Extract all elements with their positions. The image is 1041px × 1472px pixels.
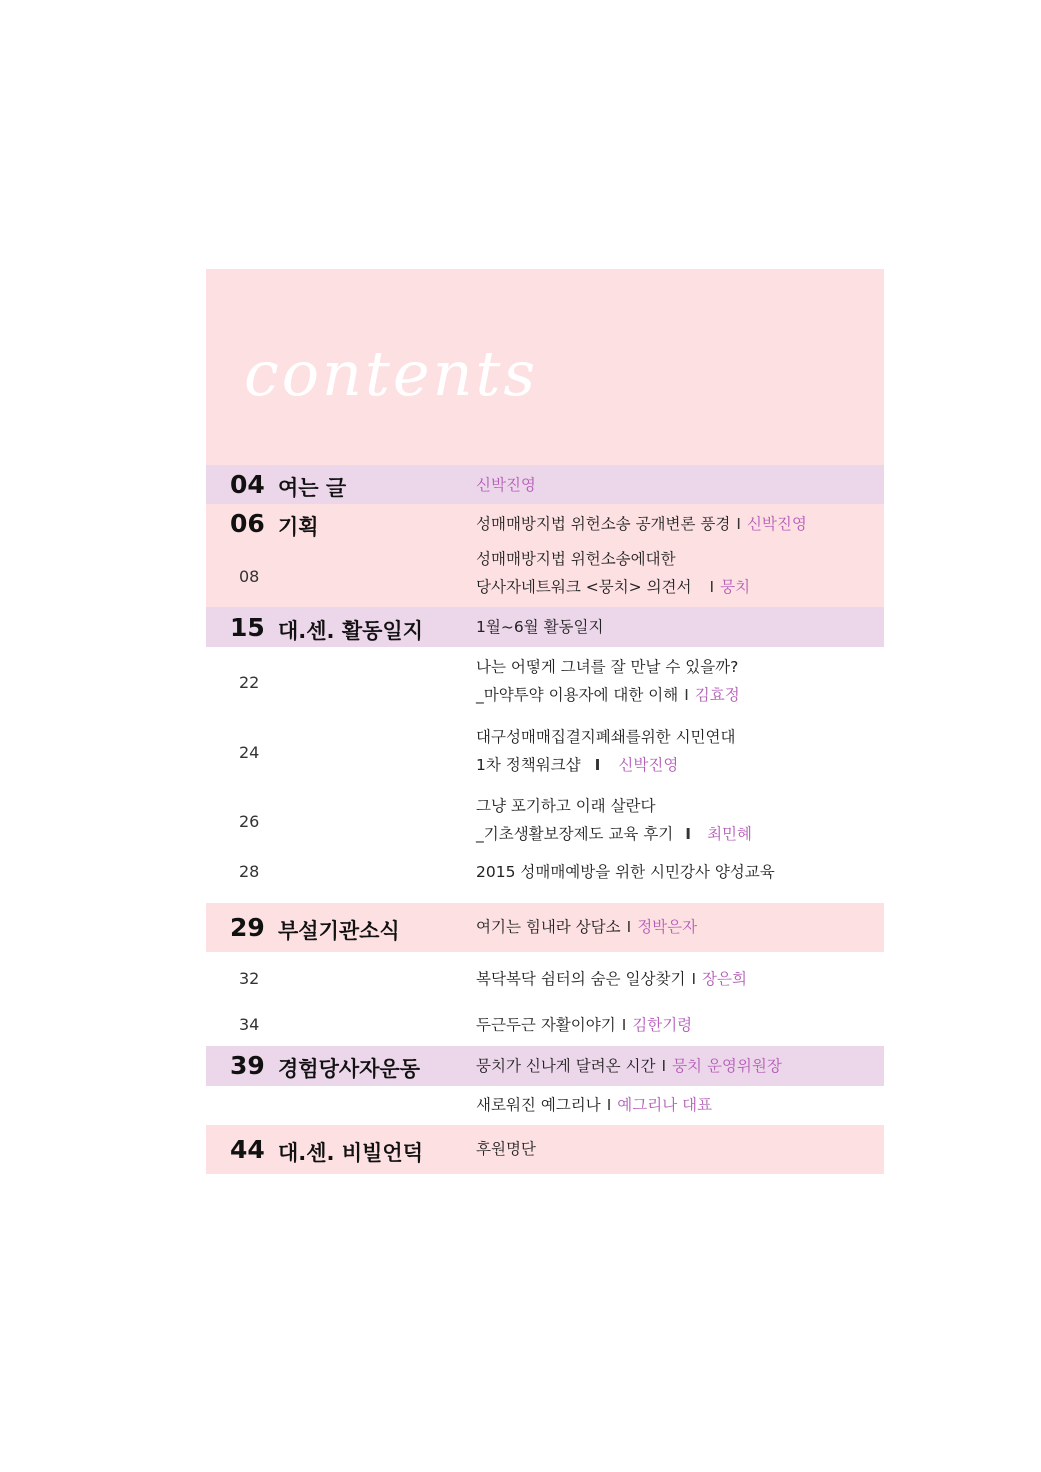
contents-title: contents	[244, 337, 539, 410]
entry-text: 1월~6월 활동일지	[476, 618, 604, 636]
toc-row-15[interactable]	[206, 607, 884, 647]
toc-row-44[interactable]	[206, 1125, 884, 1174]
entry-text: 그냥 포기하고 이래 살란다	[476, 797, 656, 815]
toc-row-04[interactable]	[206, 465, 884, 504]
separator: I	[709, 578, 715, 596]
separator: I	[594, 756, 601, 774]
separator: I	[685, 825, 692, 843]
entry-text: 복닥복닥 쉼터의 숨은 일상찾기	[476, 970, 686, 988]
section-title: 대.센. 비빌언덕	[278, 1141, 423, 1165]
entry-lines	[476, 792, 752, 848]
entry-lines	[476, 1011, 692, 1039]
toc-row-34[interactable]	[206, 1002, 884, 1046]
entry-author: 뭉치 운영위원장	[672, 1057, 782, 1075]
entry-text: 새로워진 예그리나	[476, 1096, 601, 1114]
toc-row-22[interactable]	[206, 647, 884, 717]
section-title: 대.센. 활동일지	[278, 619, 423, 643]
entry-text: 1차 정책워크샵	[476, 756, 581, 774]
contents-header	[206, 269, 884, 465]
separator: I	[736, 515, 741, 533]
page-number: 15	[230, 613, 265, 642]
page-number: 29	[230, 913, 265, 942]
page-number: 32	[239, 969, 260, 988]
entry-text: 대구성매매집결지폐쇄를위한 시민연대	[476, 728, 736, 746]
entry-author: 신박진영	[618, 756, 679, 774]
entry-text: 여기는 힘내라 상담소	[476, 918, 621, 936]
entry-lines	[476, 1052, 782, 1080]
entry-lines	[476, 1091, 712, 1119]
section-title: 여는 글	[278, 476, 347, 500]
page-number: 24	[239, 743, 260, 762]
entry-author: 예그리나 대표	[617, 1096, 713, 1114]
toc-row-39[interactable]	[206, 1046, 884, 1086]
page-number: 34	[239, 1015, 260, 1034]
separator: I	[691, 970, 697, 988]
entry-lines	[476, 913, 697, 941]
entry-author: 김한기령	[632, 1016, 693, 1034]
entry-author: 뭉치	[720, 578, 751, 596]
separator: I	[621, 1016, 627, 1034]
separator: I	[684, 686, 689, 704]
entry-text: 뭉치가 신나게 달려온 시간	[476, 1057, 656, 1075]
table-of-contents	[206, 269, 884, 1174]
entry-lines	[476, 510, 807, 538]
page-number: 04	[230, 470, 265, 499]
page-number: 22	[239, 673, 260, 692]
page-number: 28	[239, 862, 260, 881]
toc-row-28[interactable]	[206, 858, 884, 903]
toc-row-29[interactable]	[206, 903, 884, 952]
page-number: 08	[239, 567, 260, 586]
separator: I	[626, 918, 632, 936]
entry-text: 성매매방지법 위헌소송 공개변론 풍경	[476, 515, 731, 533]
entry-lines	[476, 858, 775, 886]
page-number: 06	[230, 509, 265, 538]
toc-row-06[interactable]	[206, 504, 884, 543]
entry-text: _기초생활보장제도 교육 후기	[476, 825, 674, 843]
entry-author: 장은희	[702, 970, 747, 988]
entry-lines	[476, 1135, 536, 1163]
entry-text: 2015 성매매예방을 위한 시민강사 양성교육	[476, 863, 775, 881]
entry-lines	[476, 965, 747, 993]
entry-text: _마약투약 이용자에 대한 이해	[476, 686, 679, 704]
entry-text: 성매매방지법 위헌소송에대한	[476, 550, 676, 568]
entry-lines	[476, 471, 536, 499]
entry-lines	[476, 653, 740, 709]
section-title: 부설기관소식	[278, 919, 400, 943]
page-number: 26	[239, 812, 260, 831]
entry-text: 당사자네트워크 <뭉치> 의견서	[476, 578, 692, 596]
entry-text: 나는 어떻게 그녀를 잘 만날 수 있을까?	[476, 658, 739, 676]
page-number: 44	[230, 1135, 265, 1164]
toc-row-32[interactable]	[206, 952, 884, 1002]
entry-lines	[476, 723, 735, 779]
entry-author: 신박진영	[476, 476, 536, 494]
toc-row-yegrina[interactable]	[206, 1086, 884, 1125]
page-number: 39	[230, 1051, 265, 1080]
entry-author: 최민혜	[707, 825, 752, 843]
entry-lines	[476, 545, 750, 601]
section-title: 기획	[278, 515, 319, 539]
entry-author: 신박진영	[746, 515, 807, 533]
toc-row-24[interactable]	[206, 717, 884, 786]
entry-text: 후원명단	[476, 1140, 536, 1158]
toc-row-08[interactable]	[206, 543, 884, 607]
toc-row-26[interactable]	[206, 786, 884, 858]
entry-lines	[476, 613, 603, 641]
separator: I	[606, 1096, 612, 1114]
separator: I	[661, 1057, 667, 1075]
entry-author: 김효정	[694, 686, 740, 704]
entry-author: 정박은자	[637, 918, 698, 936]
section-title: 경험당사자운동	[278, 1057, 421, 1081]
entry-text: 두근두근 자활이야기	[476, 1016, 616, 1034]
